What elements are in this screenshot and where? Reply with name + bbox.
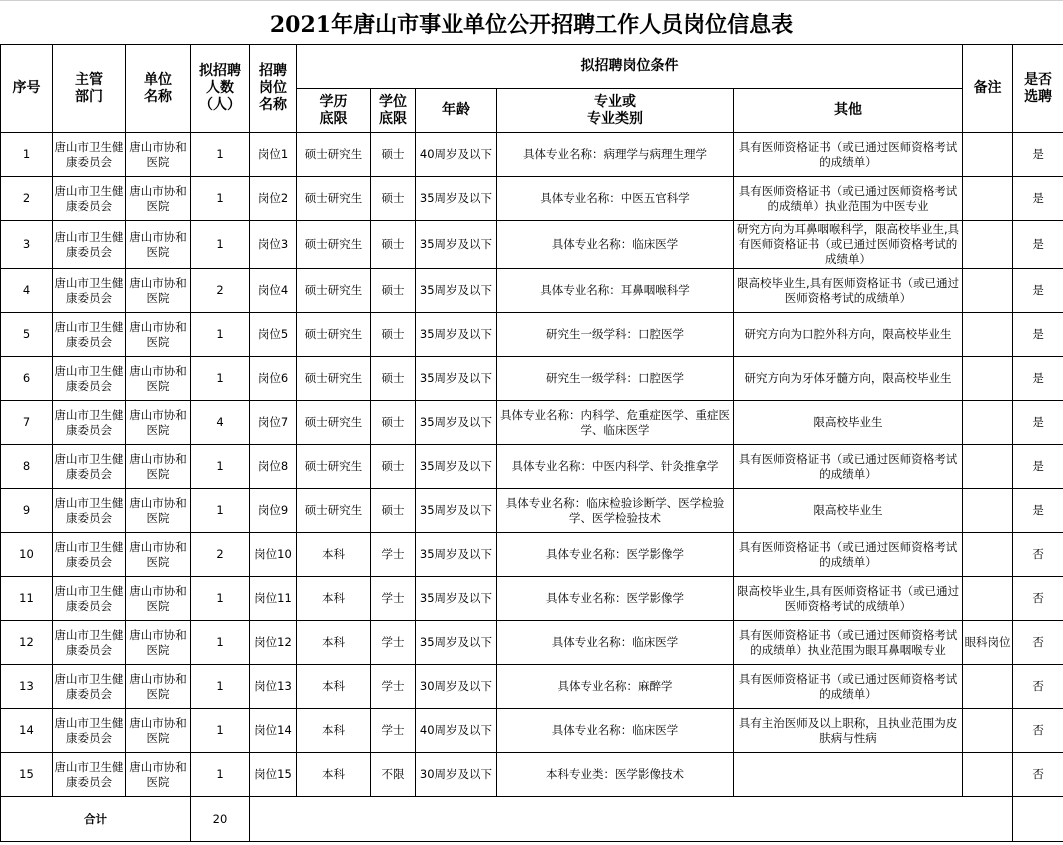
table-row (1, 445, 1063, 489)
cell-count: 1 (191, 357, 250, 401)
cell-remark (963, 221, 1013, 269)
cell-other: 研究方向为牙体牙髓方向，限高校毕业生 (734, 357, 963, 401)
total-row (1, 797, 1063, 842)
cell-seq: 12 (1, 621, 53, 665)
cell-dept: 唐山市卫生健康委员会 (53, 269, 126, 313)
cell-other: 具有医师资格证书（或已通过医师资格考试的成绩单）执业范围为眼耳鼻咽喉专业 (734, 621, 963, 665)
cell-selected: 是 (1013, 489, 1063, 533)
cell-major: 具体专业名称：中医五官科学 (497, 177, 734, 221)
cell-selected: 否 (1013, 577, 1063, 621)
cell-degree: 不限 (371, 753, 416, 797)
cell-count: 4 (191, 401, 250, 445)
cell-age: 35周岁及以下 (416, 489, 497, 533)
cell-other: 具有医师资格证书（或已通过医师资格考试的成绩单） (734, 133, 963, 177)
cell-dept: 唐山市卫生健康委员会 (53, 709, 126, 753)
table-row (1, 753, 1063, 797)
cell-post: 岗位8 (250, 445, 297, 489)
cell-dept: 唐山市卫生健康委员会 (53, 533, 126, 577)
cell-remark (963, 753, 1013, 797)
cell-dept: 唐山市卫生健康委员会 (53, 665, 126, 709)
table-row (1, 313, 1063, 357)
cell-edu: 本科 (297, 665, 371, 709)
cell-degree: 硕士 (371, 177, 416, 221)
cell-edu: 硕士研究生 (297, 313, 371, 357)
cell-major: 具体专业名称：临床检验诊断学、医学检验学、医学检验技术 (497, 489, 734, 533)
cell-degree: 硕士 (371, 401, 416, 445)
cell-selected: 否 (1013, 709, 1063, 753)
cell-unit: 唐山市协和医院 (126, 357, 191, 401)
cell-post: 岗位5 (250, 313, 297, 357)
cell-major: 具体专业名称：内科学、危重症医学、重症医学、临床医学 (497, 401, 734, 445)
header-unit: 单位 名称 (126, 45, 191, 133)
cell-count: 1 (191, 445, 250, 489)
cell-seq: 1 (1, 133, 53, 177)
cell-count: 1 (191, 577, 250, 621)
cell-unit: 唐山市协和医院 (126, 489, 191, 533)
table-row (1, 665, 1063, 709)
cell-edu: 硕士研究生 (297, 221, 371, 269)
cell-degree: 硕士 (371, 357, 416, 401)
total-empty-last (1013, 797, 1063, 842)
cell-selected: 是 (1013, 313, 1063, 357)
cell-major: 具体专业名称：临床医学 (497, 621, 734, 665)
cell-other: 研究方向为口腔外科方向，限高校毕业生 (734, 313, 963, 357)
cell-remark: 眼科岗位 (963, 621, 1013, 665)
cell-other: 具有医师资格证书（或已通过医师资格考试的成绩单） (734, 533, 963, 577)
cell-dept: 唐山市卫生健康委员会 (53, 313, 126, 357)
cell-seq: 15 (1, 753, 53, 797)
cell-edu: 本科 (297, 753, 371, 797)
cell-seq: 11 (1, 577, 53, 621)
cell-degree: 硕士 (371, 133, 416, 177)
cell-unit: 唐山市协和医院 (126, 177, 191, 221)
cell-major: 研究生一级学科：口腔医学 (497, 357, 734, 401)
cell-count: 2 (191, 269, 250, 313)
table-row (1, 133, 1063, 177)
cell-major: 具体专业名称：医学影像学 (497, 533, 734, 577)
cell-degree: 硕士 (371, 221, 416, 269)
cell-age: 40周岁及以下 (416, 709, 497, 753)
total-empty (250, 797, 1013, 842)
cell-major: 具体专业名称：中医内科学、针灸推拿学 (497, 445, 734, 489)
cell-age: 35周岁及以下 (416, 401, 497, 445)
cell-dept: 唐山市卫生健康委员会 (53, 133, 126, 177)
cell-post: 岗位4 (250, 269, 297, 313)
cell-count: 1 (191, 133, 250, 177)
cell-remark (963, 177, 1013, 221)
cell-seq: 5 (1, 313, 53, 357)
total-count: 20 (191, 797, 250, 842)
cell-post: 岗位6 (250, 357, 297, 401)
cell-selected: 是 (1013, 269, 1063, 313)
cell-unit: 唐山市协和医院 (126, 533, 191, 577)
cell-edu: 硕士研究生 (297, 489, 371, 533)
header-conditions: 拟招聘岗位条件 (297, 45, 963, 89)
cell-dept: 唐山市卫生健康委员会 (53, 445, 126, 489)
cell-remark (963, 445, 1013, 489)
cell-dept: 唐山市卫生健康委员会 (53, 577, 126, 621)
cell-age: 35周岁及以下 (416, 621, 497, 665)
header-post: 招聘 岗位 名称 (250, 45, 297, 133)
cell-selected: 是 (1013, 177, 1063, 221)
cell-major: 具体专业名称：医学影像学 (497, 577, 734, 621)
cell-edu: 本科 (297, 577, 371, 621)
cell-edu: 硕士研究生 (297, 177, 371, 221)
cell-remark (963, 489, 1013, 533)
cell-selected: 是 (1013, 221, 1063, 269)
cell-remark (963, 665, 1013, 709)
cell-remark (963, 709, 1013, 753)
header-dept: 主管 部门 (53, 45, 126, 133)
cell-selected: 否 (1013, 665, 1063, 709)
cell-other: 限高校毕业生 (734, 489, 963, 533)
header-major: 专业或 专业类别 (497, 89, 734, 133)
table-row (1, 577, 1063, 621)
cell-post: 岗位3 (250, 221, 297, 269)
cell-unit: 唐山市协和医院 (126, 221, 191, 269)
header-edu: 学历 底限 (297, 89, 371, 133)
cell-age: 35周岁及以下 (416, 533, 497, 577)
cell-degree: 硕士 (371, 445, 416, 489)
cell-dept: 唐山市卫生健康委员会 (53, 177, 126, 221)
cell-degree: 学士 (371, 533, 416, 577)
cell-edu: 硕士研究生 (297, 133, 371, 177)
cell-edu: 本科 (297, 621, 371, 665)
table-row (1, 401, 1063, 445)
cell-post: 岗位15 (250, 753, 297, 797)
cell-count: 1 (191, 621, 250, 665)
cell-unit: 唐山市协和医院 (126, 665, 191, 709)
cell-age: 30周岁及以下 (416, 665, 497, 709)
cell-other: 限高校毕业生,具有医师资格证书（或已通过医师资格考试的成绩单） (734, 577, 963, 621)
cell-unit: 唐山市协和医院 (126, 133, 191, 177)
cell-major: 具体专业名称：临床医学 (497, 709, 734, 753)
header-selected: 是否 选聘 (1013, 45, 1063, 133)
cell-count: 1 (191, 665, 250, 709)
cell-dept: 唐山市卫生健康委员会 (53, 401, 126, 445)
cell-count: 1 (191, 709, 250, 753)
cell-seq: 2 (1, 177, 53, 221)
cell-other: 限高校毕业生,具有医师资格证书（或已通过医师资格考试的成绩单） (734, 269, 963, 313)
cell-seq: 8 (1, 445, 53, 489)
cell-unit: 唐山市协和医院 (126, 313, 191, 357)
cell-seq: 4 (1, 269, 53, 313)
header-age: 年龄 (416, 89, 497, 133)
cell-other: 研究方向为耳鼻咽喉科学，限高校毕业生,具有医师资格证书（或已通过医师资格考试的成绩单） (734, 221, 963, 269)
cell-seq: 13 (1, 665, 53, 709)
table-row (1, 177, 1063, 221)
cell-count: 1 (191, 313, 250, 357)
cell-other: 具有医师资格证书（或已通过医师资格考试的成绩单） (734, 665, 963, 709)
cell-edu: 本科 (297, 709, 371, 753)
cell-dept: 唐山市卫生健康委员会 (53, 357, 126, 401)
table-row (1, 489, 1063, 533)
cell-dept: 唐山市卫生健康委员会 (53, 489, 126, 533)
cell-post: 岗位12 (250, 621, 297, 665)
cell-count: 1 (191, 753, 250, 797)
cell-count: 1 (191, 489, 250, 533)
cell-unit: 唐山市协和医院 (126, 621, 191, 665)
cell-age: 35周岁及以下 (416, 269, 497, 313)
cell-unit: 唐山市协和医院 (126, 401, 191, 445)
cell-seq: 6 (1, 357, 53, 401)
cell-post: 岗位7 (250, 401, 297, 445)
cell-dept: 唐山市卫生健康委员会 (53, 753, 126, 797)
cell-unit: 唐山市协和医院 (126, 269, 191, 313)
cell-edu: 本科 (297, 533, 371, 577)
cell-count: 1 (191, 221, 250, 269)
cell-age: 40周岁及以下 (416, 133, 497, 177)
cell-remark (963, 269, 1013, 313)
cell-post: 岗位10 (250, 533, 297, 577)
cell-degree: 学士 (371, 709, 416, 753)
cell-dept: 唐山市卫生健康委员会 (53, 221, 126, 269)
cell-selected: 是 (1013, 357, 1063, 401)
cell-major: 具体专业名称：临床医学 (497, 221, 734, 269)
recruitment-table (0, 44, 1063, 842)
cell-major: 本科专业类：医学影像技术 (497, 753, 734, 797)
cell-major: 具体专业名称：耳鼻咽喉科学 (497, 269, 734, 313)
header-seq: 序号 (1, 45, 53, 133)
cell-count: 1 (191, 177, 250, 221)
table-row (1, 221, 1063, 269)
cell-other (734, 753, 963, 797)
cell-post: 岗位1 (250, 133, 297, 177)
cell-age: 35周岁及以下 (416, 177, 497, 221)
cell-remark (963, 401, 1013, 445)
cell-remark (963, 357, 1013, 401)
cell-post: 岗位11 (250, 577, 297, 621)
cell-degree: 硕士 (371, 269, 416, 313)
cell-post: 岗位2 (250, 177, 297, 221)
cell-degree: 学士 (371, 665, 416, 709)
cell-seq: 3 (1, 221, 53, 269)
cell-remark (963, 533, 1013, 577)
table-row (1, 533, 1063, 577)
cell-other: 具有主治医师及以上职称，且执业范围为皮肤病与性病 (734, 709, 963, 753)
header-remark: 备注 (963, 45, 1013, 133)
cell-post: 岗位13 (250, 665, 297, 709)
cell-other: 限高校毕业生 (734, 401, 963, 445)
cell-age: 35周岁及以下 (416, 357, 497, 401)
cell-age: 35周岁及以下 (416, 221, 497, 269)
cell-edu: 硕士研究生 (297, 401, 371, 445)
table-row (1, 269, 1063, 313)
cell-seq: 10 (1, 533, 53, 577)
table-row (1, 621, 1063, 665)
cell-age: 30周岁及以下 (416, 753, 497, 797)
cell-seq: 14 (1, 709, 53, 753)
cell-other: 具有医师资格证书（或已通过医师资格考试的成绩单）执业范围为中医专业 (734, 177, 963, 221)
header-degree: 学位 底限 (371, 89, 416, 133)
cell-age: 35周岁及以下 (416, 577, 497, 621)
total-label: 合计 (1, 797, 191, 842)
cell-remark (963, 577, 1013, 621)
cell-selected: 是 (1013, 445, 1063, 489)
cell-degree: 学士 (371, 621, 416, 665)
cell-edu: 硕士研究生 (297, 269, 371, 313)
cell-remark (963, 133, 1013, 177)
cell-major: 研究生一级学科：口腔医学 (497, 313, 734, 357)
header-count: 拟招聘 人数 （人） (191, 45, 250, 133)
table-row (1, 357, 1063, 401)
cell-seq: 7 (1, 401, 53, 445)
cell-dept: 唐山市卫生健康委员会 (53, 621, 126, 665)
cell-unit: 唐山市协和医院 (126, 709, 191, 753)
cell-age: 35周岁及以下 (416, 313, 497, 357)
cell-unit: 唐山市协和医院 (126, 445, 191, 489)
cell-remark (963, 313, 1013, 357)
cell-selected: 是 (1013, 401, 1063, 445)
cell-seq: 9 (1, 489, 53, 533)
cell-age: 35周岁及以下 (416, 445, 497, 489)
cell-post: 岗位14 (250, 709, 297, 753)
table-row (1, 709, 1063, 753)
cell-edu: 硕士研究生 (297, 445, 371, 489)
cell-unit: 唐山市协和医院 (126, 753, 191, 797)
cell-major: 具体专业名称：麻醉学 (497, 665, 734, 709)
cell-edu: 硕士研究生 (297, 357, 371, 401)
cell-selected: 否 (1013, 533, 1063, 577)
cell-other: 具有医师资格证书（或已通过医师资格考试的成绩单） (734, 445, 963, 489)
cell-selected: 否 (1013, 621, 1063, 665)
cell-count: 2 (191, 533, 250, 577)
cell-post: 岗位9 (250, 489, 297, 533)
cell-unit: 唐山市协和医院 (126, 577, 191, 621)
header-other: 其他 (734, 89, 963, 133)
cell-major: 具体专业名称：病理学与病理生理学 (497, 133, 734, 177)
cell-degree: 硕士 (371, 313, 416, 357)
cell-degree: 学士 (371, 577, 416, 621)
cell-degree: 硕士 (371, 489, 416, 533)
cell-selected: 否 (1013, 753, 1063, 797)
cell-selected: 是 (1013, 133, 1063, 177)
page-title: 2021年唐山市事业单位公开招聘工作人员岗位信息表 (0, 0, 1063, 45)
